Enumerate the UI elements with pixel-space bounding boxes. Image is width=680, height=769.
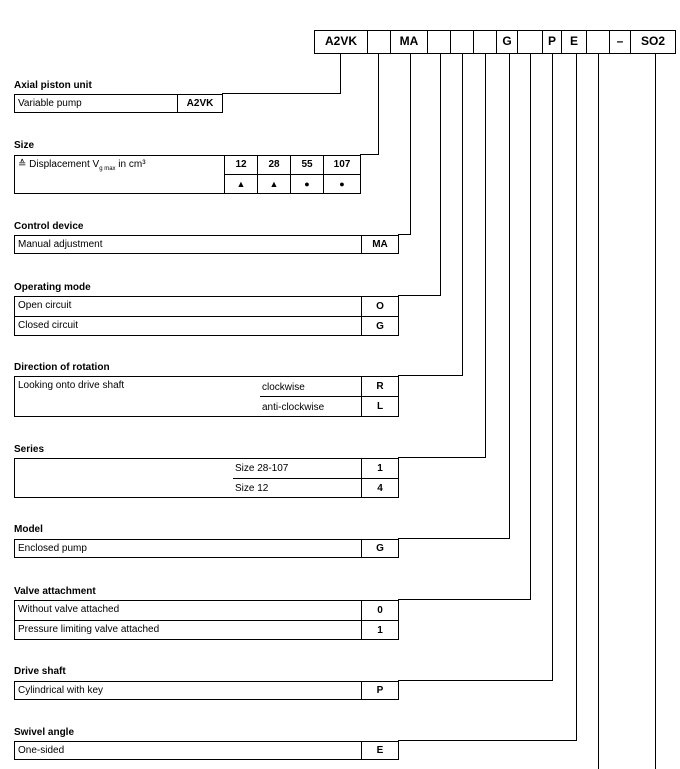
size-table	[14, 155, 361, 194]
valve-title: Valve attachment	[14, 586, 96, 597]
direction-table	[14, 376, 399, 417]
operating-open-label: Open circuit	[18, 300, 72, 311]
series-table	[14, 458, 399, 498]
header-code-operating	[427, 30, 451, 54]
size-55-dot-icon: ●	[304, 179, 310, 189]
size-28-triangle-icon: ▲	[269, 179, 279, 189]
connector-series-v	[485, 54, 486, 458]
connector-size-h	[360, 154, 379, 155]
valve-hline	[15, 620, 398, 621]
swivel-row	[14, 741, 399, 760]
drive-row	[14, 681, 399, 700]
header-code-direction	[450, 30, 474, 54]
drive-title: Drive shaft	[14, 666, 66, 677]
operating-table	[14, 296, 399, 336]
size-55: 55	[301, 159, 313, 170]
axial-row	[14, 94, 223, 113]
connector-control-v	[410, 54, 411, 235]
header-code-swivel: E	[561, 30, 587, 54]
connector-direction-h	[398, 375, 463, 376]
series-row2-code: 4	[377, 483, 383, 494]
connector-operating-v	[440, 54, 441, 296]
control-code: MA	[372, 239, 388, 250]
header-code-valve	[517, 30, 543, 54]
size-12-triangle-icon: ▲	[236, 179, 246, 189]
size-row-label: ≙ Displacement $V_{g max}$ in cm³	[18, 159, 146, 172]
header-code-so2: SO2	[630, 30, 676, 54]
header-code-model: G	[496, 30, 518, 54]
series-title: Series	[14, 444, 45, 455]
connector-operating-h	[398, 295, 441, 296]
direction-title: Direction of rotation	[14, 362, 110, 373]
model-row-label: Enclosed pump	[18, 543, 87, 554]
series-row2-label: Size 12	[235, 483, 269, 494]
valve-row1-code: 0	[377, 605, 383, 616]
connector-blank-v	[598, 54, 599, 769]
connector-valve-h	[398, 599, 531, 600]
ordering-code-header	[0, 0, 680, 60]
swivel-code: E	[376, 745, 384, 756]
valve-table	[14, 600, 399, 640]
size-28: 28	[268, 159, 280, 170]
connector-size-v	[378, 54, 379, 155]
valve-row2-code: 1	[377, 625, 383, 636]
control-row	[14, 235, 399, 254]
size-107: 107	[333, 159, 351, 170]
connector-drive-h	[398, 680, 553, 681]
size-12: 12	[235, 159, 247, 170]
connector-valve-v	[530, 54, 531, 600]
operating-closed-code: G	[376, 321, 384, 332]
connector-axial-h	[222, 93, 341, 94]
header-code-size	[367, 30, 391, 54]
model-title: Model	[14, 524, 43, 535]
header-code-control: MA	[390, 30, 428, 54]
header-code-series	[473, 30, 497, 54]
size-107-dot-icon: ●	[339, 179, 345, 189]
direction-anticlockwise-label: anti-clockwise	[262, 402, 325, 413]
control-row-label: Manual adjustment	[18, 239, 103, 250]
direction-row-label: Looking onto drive shaft	[18, 380, 125, 391]
drive-row-label: Cylindrical with key	[18, 685, 104, 696]
size-hline	[224, 174, 360, 175]
operating-closed-label: Closed circuit	[18, 320, 79, 331]
series-row1-code: 1	[377, 463, 383, 474]
operating-open-code: O	[376, 301, 384, 312]
header-code-dash: –	[609, 30, 631, 54]
direction-clockwise-label: clockwise	[262, 382, 305, 393]
axial-code: A2VK	[186, 98, 214, 109]
connector-axial-v	[340, 54, 341, 94]
header-code-a2vk: A2VK	[314, 30, 368, 54]
valve-row1-label: Without valve attached	[18, 604, 120, 615]
connector-swivel-v	[576, 54, 577, 741]
operating-hline	[15, 316, 398, 317]
size-title: Size	[14, 140, 35, 151]
connector-model-v	[509, 54, 510, 539]
connector-so2-v	[655, 54, 656, 769]
connector-swivel-h	[398, 740, 577, 741]
series-row1-label: Size 28-107	[235, 463, 289, 474]
direction-anticlockwise-code: L	[376, 401, 384, 412]
connector-model-h	[398, 538, 510, 539]
connector-drive-v	[552, 54, 553, 681]
operating-title: Operating mode	[14, 282, 91, 293]
header-code-drive: P	[542, 30, 562, 54]
swivel-row-label: One-sided	[18, 745, 65, 756]
axial-row-label: Variable pump	[18, 98, 82, 109]
direction-clockwise-code: R	[376, 381, 384, 392]
model-row	[14, 539, 399, 558]
control-title: Control device	[14, 221, 84, 232]
model-code: G	[376, 543, 384, 554]
header-code-blank	[586, 30, 610, 54]
connector-direction-v	[462, 54, 463, 376]
drive-code: P	[376, 685, 384, 696]
swivel-title: Swivel angle	[14, 727, 75, 738]
connector-control-h	[398, 234, 411, 235]
valve-row2-label: Pressure limiting valve attached	[18, 624, 160, 635]
connector-series-h	[398, 457, 486, 458]
axial-title: Axial piston unit	[14, 80, 92, 91]
